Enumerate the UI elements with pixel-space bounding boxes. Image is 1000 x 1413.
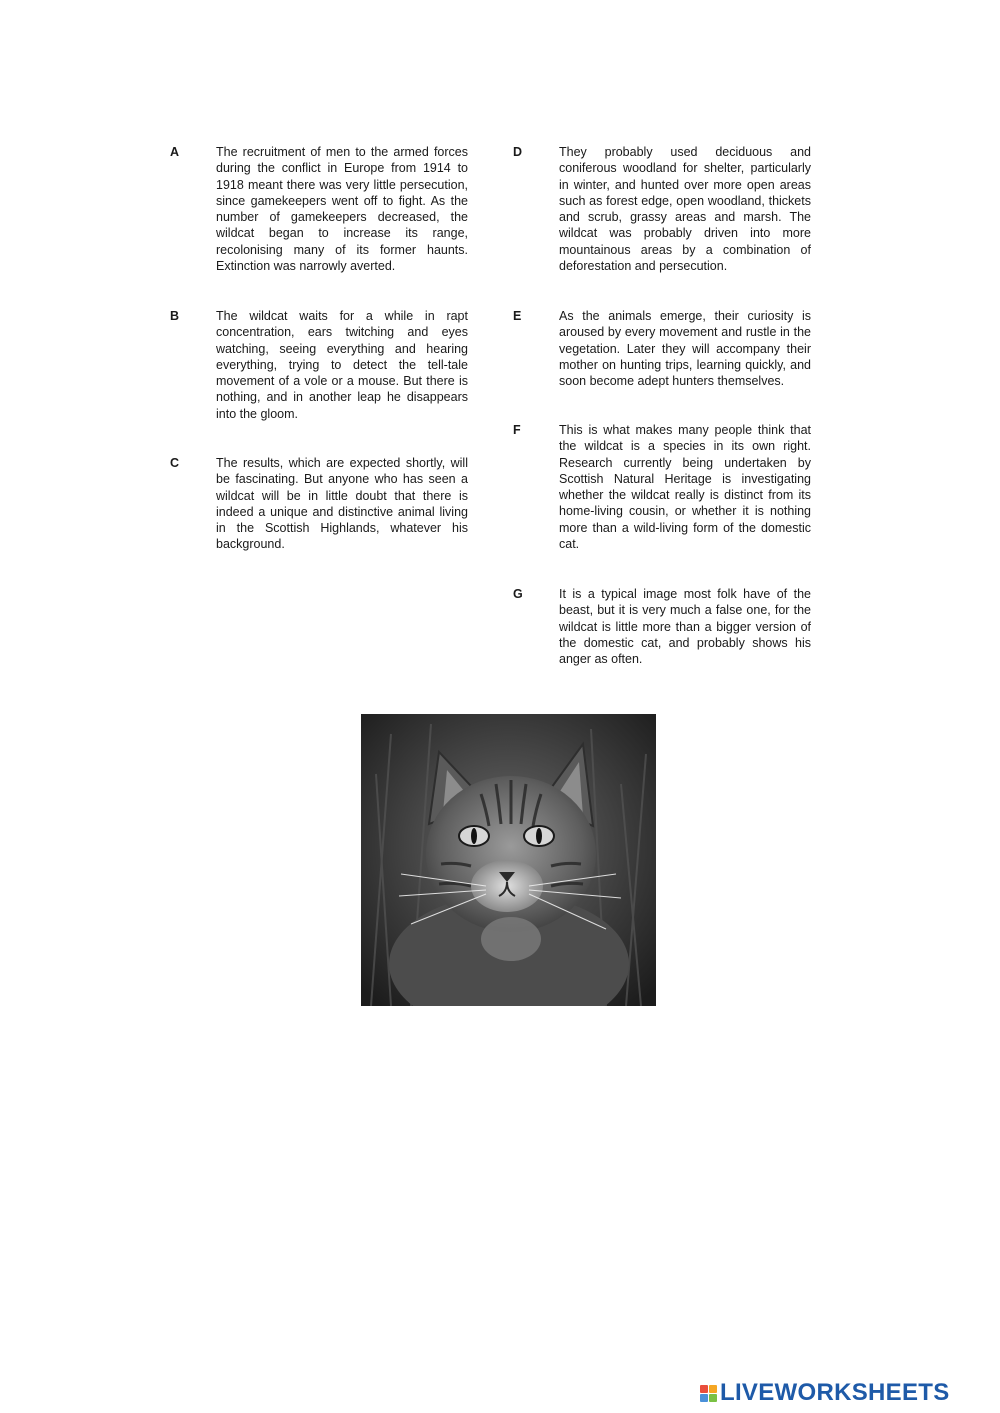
paragraph-text: As the animals emerge, their curiosity is aroused by every movement and rustle in the vegetation. Later they will accompany their mother on hunting trips, learning quickly, and soon become adept hunters themselves. <box>559 309 811 389</box>
paragraph-e <box>513 308 811 389</box>
paragraph-f <box>513 422 811 552</box>
paragraph-letter: F <box>513 423 521 437</box>
paragraph-text: It is a typical image most folk have of the beast, but it is very much a false one, for the wildcat is little more than a bigger version of the domestic cat, and probably shows his anger as often. <box>559 587 811 667</box>
liveworksheets-logo <box>700 1378 950 1408</box>
paragraph-text: The wildcat waits for a while in rapt concentration, ears twitching and eyes watching, seeing everything and hearing everything, trying to detect the tell-tale movement of a vole or a mouse. But there is nothing, and in another leap he disappears into the gloom. <box>216 309 468 421</box>
right-column <box>513 144 811 667</box>
paragraph-b <box>170 308 468 422</box>
paragraph-text: The recruitment of men to the armed forces during the conflict in Europe from 1914 to 1918 meant there was very little persecution, since gamekeepers went off to fight. As the number of gamekeepers decreased, the wildcat began to increase its range, recolonising many of its former haunts. Extinction was narrowly averted. <box>216 145 468 274</box>
paragraph-letter: A <box>170 145 180 159</box>
paragraph-d <box>513 144 811 274</box>
wildcat-photo <box>361 714 656 1006</box>
paragraph-letter: D <box>513 145 523 159</box>
paragraph-c <box>170 455 468 553</box>
logo-text: LIVEWORKSHEETS <box>720 1379 950 1406</box>
paragraph-letter: B <box>170 309 180 323</box>
left-column <box>170 144 468 552</box>
paragraph-g <box>513 586 811 667</box>
paragraph-text: This is what makes many people think that the wildcat is a species in its own right. Research currently being undertaken by Scottish Natural Heritage is investigating whether the wildcat really is distinct from its home-living cousin, or whether it is nothing more than a wild-living form of the domestic cat. <box>559 423 811 552</box>
paragraph-letter: C <box>170 456 180 470</box>
logo-mark-icon <box>700 1385 717 1402</box>
paragraph-text: The results, which are expected shortly, will be fascinating. But anyone who has seen a wildcat will be in little doubt that there is indeed a unique and distinctive animal living in the Scottish Highlands, whatever his background. <box>216 456 468 552</box>
paragraph-letter: E <box>513 309 522 323</box>
paragraph-letter: G <box>513 587 523 601</box>
paragraph-text: They probably used deciduous and coniferous woodland for shelter, particularly in winter, and hunted over more open areas such as forest edge, open woodland, thickets and scrub, grassy areas and marsh. The wildcat was probably driven into more mountainous areas by a combination of deforestation and persecution. <box>559 145 811 274</box>
paragraph-a <box>170 144 468 274</box>
